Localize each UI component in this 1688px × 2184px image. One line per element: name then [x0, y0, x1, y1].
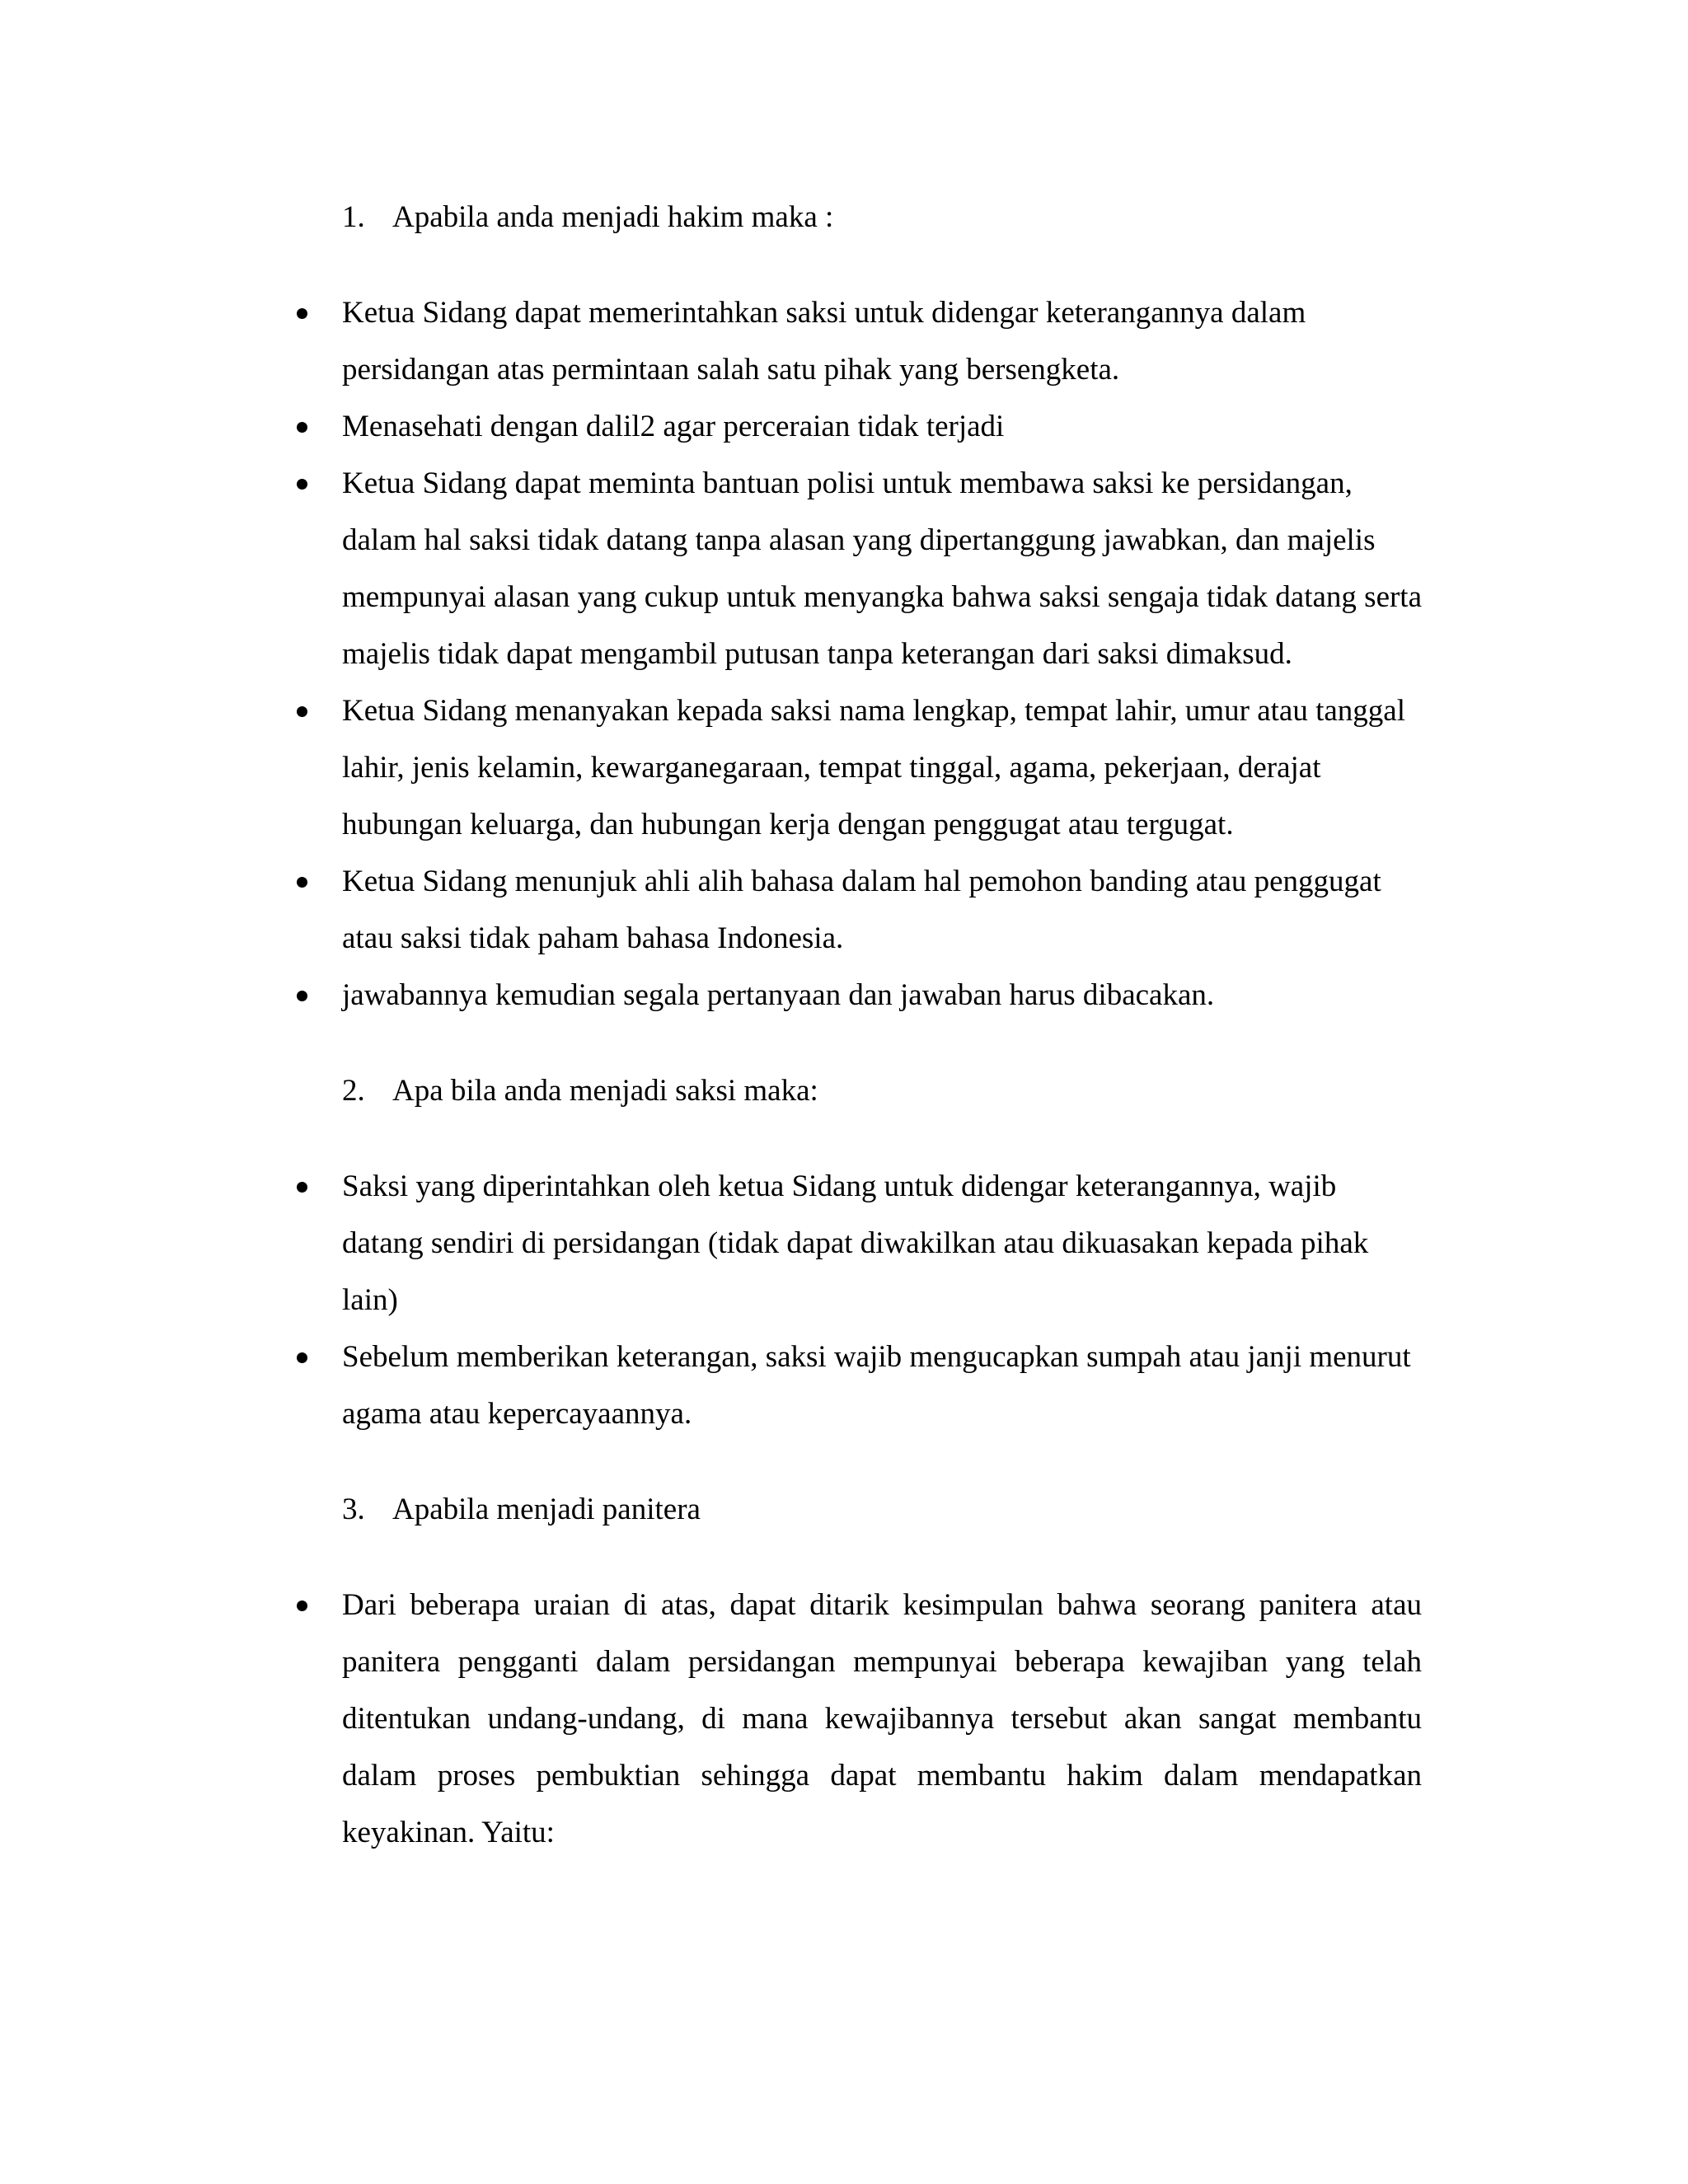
bullet-icon [297, 706, 307, 717]
bullet-icon [297, 308, 307, 319]
list-item-text: jawabannya kemudian segala pertanyaan dan jawaban harus dibacakan. [342, 978, 1215, 1012]
section-number: 3. [342, 1493, 365, 1526]
section-number: 2. [342, 1074, 365, 1108]
list-item-text: Dari beberapa uraian di atas, dapat ditarik kesimpulan bahwa seorang panitera atau panitera pengganti dalam persidangan mempunyai beberapa kewajiban yang telah ditentukan undang-undang, di mana kewajibannya tersebut akan sangat membantu dalam proses pembuktian sehingga dapat membantu hakim dalam mendapatkan keyakinan. Yaitu: [342, 1588, 1422, 1849]
list-item [342, 455, 1422, 682]
list-item-text: Ketua Sidang dapat meminta bantuan polisi untuk membawa saksi ke persidangan, dalam hal saksi tidak datang tanpa alasan yang dipertanggung jawabkan, dan majelis mempunyai alasan yang cukup untuk menyangka bahwa saksi sengaja tidak datang serta majelis tidak dapat mengambil putusan tanpa keterangan dari saksi dimaksud. [342, 466, 1423, 671]
list-item-text: Menasehati dengan dalil2 agar perceraian tidak terjadi [342, 410, 1005, 443]
list-item-text: Ketua Sidang menanyakan kepada saksi nama lengkap, tempat lahir, umur atau tanggal lahir, jenis kelamin, kewarganegaraan, tempat tinggal, agama, pekerjaan, derajat hubungan keluarga, dan hubungan kerja dengan penggugat atau tergugat. [342, 694, 1405, 841]
list-item-text: Sebelum memberikan keterangan, saksi wajib mengucapkan sumpah atau janji menurut agama atau kepercayaannya. [342, 1340, 1411, 1431]
section-title: Apabila anda menjadi hakim maka : [392, 200, 834, 234]
document-body [342, 189, 1422, 1861]
list-item [342, 284, 1422, 398]
bullet-icon [297, 479, 307, 490]
list-item [342, 1329, 1422, 1442]
bullet-icon [297, 422, 307, 433]
list-item-text: Ketua Sidang dapat memerintahkan saksi untuk didengar keterangannya dalam persidangan atas permintaan salah satu pihak yang bersengketa. [342, 296, 1306, 387]
section-3-heading [342, 1481, 1422, 1538]
bullet-icon [297, 1182, 307, 1193]
section-2-heading [342, 1062, 1422, 1119]
section-1-bullet-list [342, 284, 1422, 1024]
section-number: 1. [342, 200, 365, 234]
list-item [342, 682, 1422, 853]
section-2-bullet-list [342, 1158, 1422, 1442]
bullet-icon [297, 1352, 307, 1363]
list-item [342, 853, 1422, 967]
list-item [342, 1577, 1422, 1861]
section-1-heading [342, 189, 1422, 246]
list-item [342, 398, 1422, 455]
bullet-icon [297, 877, 307, 888]
list-item [342, 1158, 1422, 1329]
list-item-text: Saksi yang diperintahkan oleh ketua Sidang untuk didengar keterangannya, wajib datang sendiri di persidangan (tidak dapat diwakilkan atau dikuasakan kepada pihak lain) [342, 1169, 1369, 1317]
bullet-icon [297, 991, 307, 1001]
section-title: Apabila menjadi panitera [392, 1493, 701, 1526]
section-title: Apa bila anda menjadi saksi maka: [392, 1074, 818, 1108]
list-item [342, 967, 1422, 1024]
list-item-text: Ketua Sidang menunjuk ahli alih bahasa dalam hal pemohon banding atau penggugat atau saksi tidak paham bahasa Indonesia. [342, 865, 1381, 955]
bullet-icon [297, 1601, 307, 1611]
section-3-bullet-list [342, 1577, 1422, 1861]
